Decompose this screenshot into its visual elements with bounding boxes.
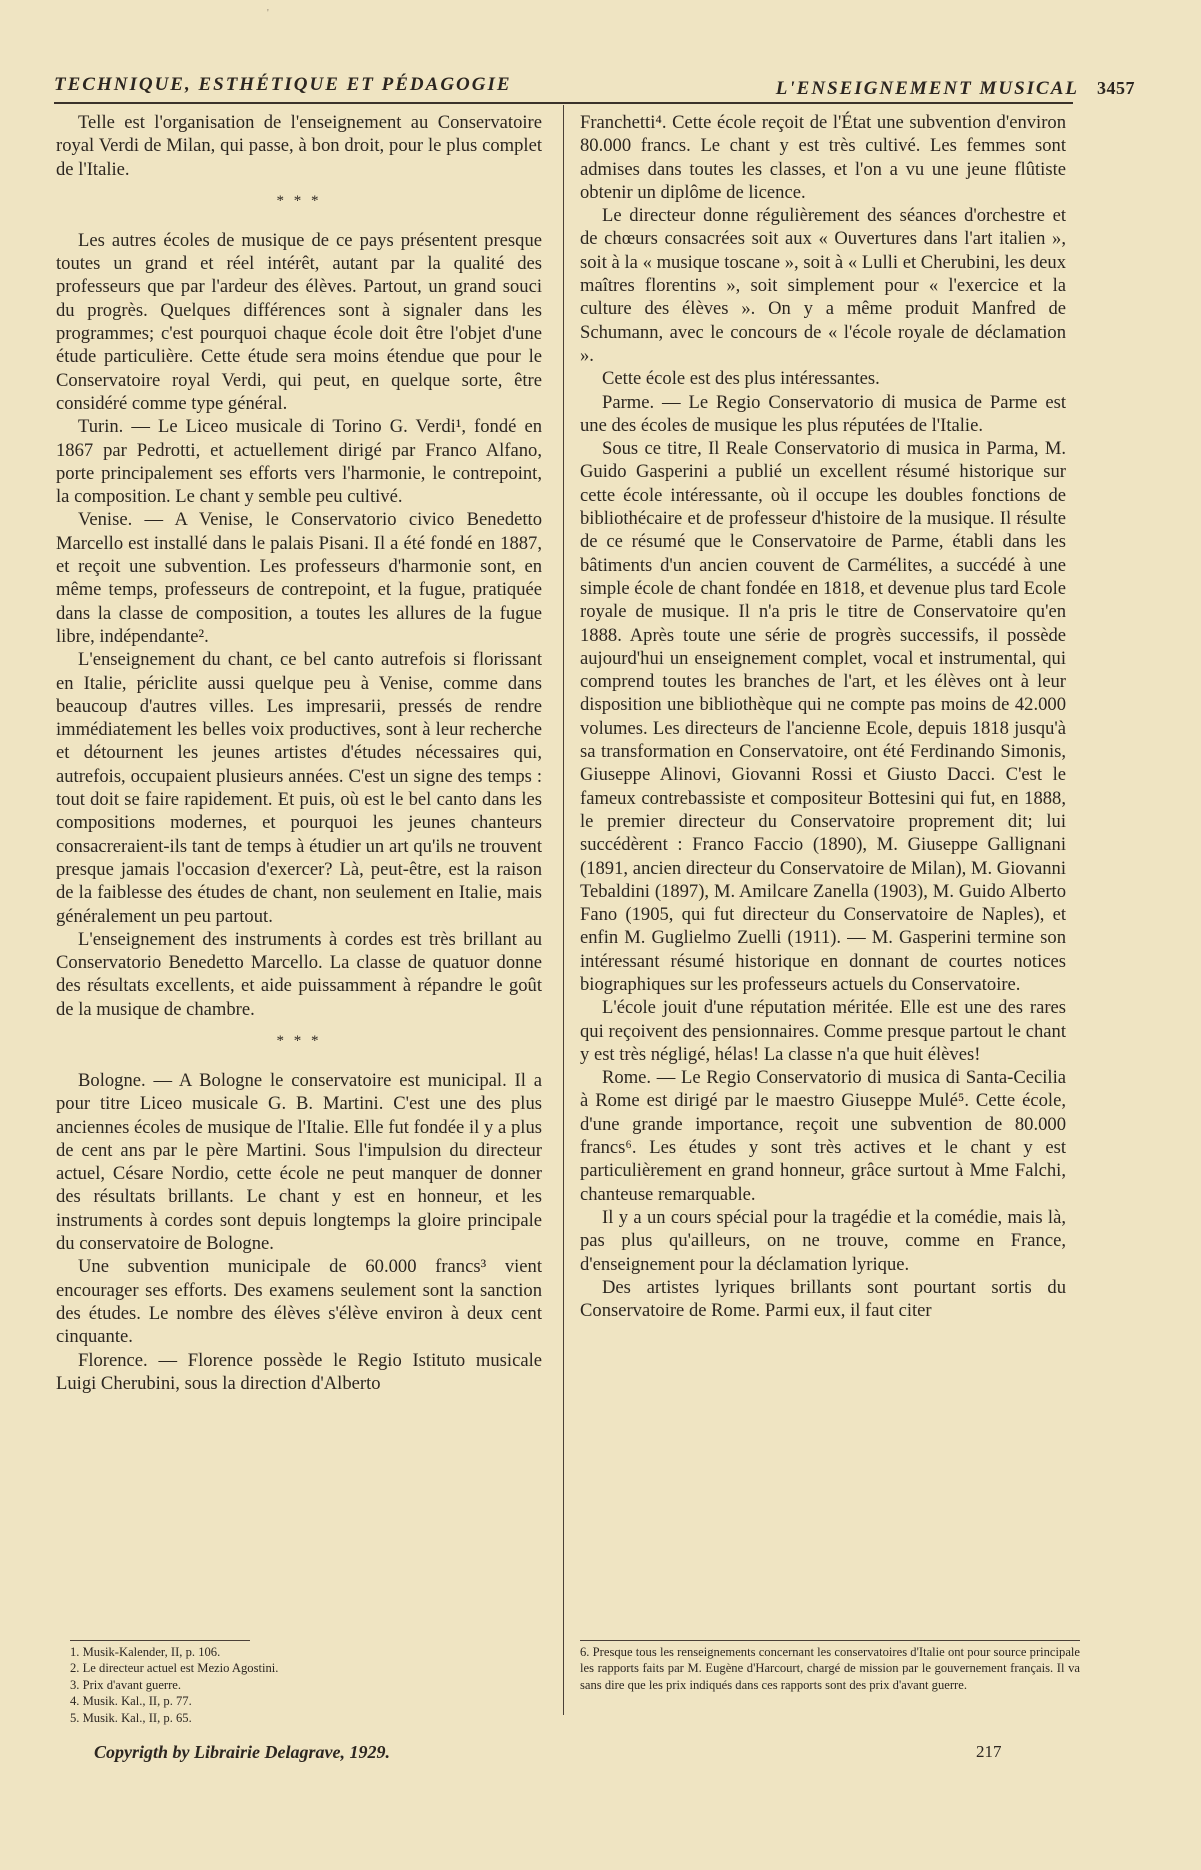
right-column (580, 111, 1066, 1322)
paragraph-florence: Florence. — Florence possède le Regio Istituto musicale Luigi Cherubini, sous la direction d'Alberto (56, 1349, 542, 1394)
copyright-footer: Copyrigth by Librairie Delagrave, 1929. (94, 1742, 390, 1762)
paragraph: Des artistes lyriques brillants sont pourtant sortis du Conservatoire de Rome. Parmi eux, il faut citer (580, 1276, 1066, 1322)
section-stars: * * * (276, 1032, 322, 1049)
paragraph-turin: Turin. — Le Liceo musicale di Torino G. Verdi¹, fondé en 1867 par Pedrotti, et actuellement dirigé par Franco Alfano, porte principalement ses efforts vers l'harmonie, le contrepoint, la composition. Le chant y semble peu cultivé. (56, 416, 542, 508)
paragraph-rome: Rome. — Le Regio Conservatorio di musica di Santa-Cecilia à Rome est dirigé par le maestro Giuseppe Mulé⁵. Cette école, d'une grande importance, reçoit une subvention de 80.000 francs⁶. Les études y sont très actives et le chant y est particulièrement en grand honneur, grâce surtout à Mme Falchi, chanteuse remarquable. (580, 1067, 1066, 1205)
paragraph: Franchetti⁴. Cette école reçoit de l'État une subvention d'environ 80.000 francs. Le chant y est très cultivé. Les femmes sont admises dans toutes les classes, et l'on a vu une jeune flûtiste obtenir un diplôme de licence. (580, 112, 1066, 203)
footnote: 3. Prix d'avant guerre. (70, 1677, 182, 1692)
section-stars: * * * (276, 192, 322, 209)
footnote: 5. Musik. Kal., II, p. 65. (70, 1710, 192, 1725)
column-divider (563, 105, 564, 1715)
paragraph: Sous ce titre, Il Reale Conservatorio di musica in Parma, M. Guido Gasperini a publié un excellent résumé historique sur cette école intéressante, où il occupe les doubles fonctions de bibliothécaire et de professeur d'histoire de la musique. Il résulte de ce résumé que le Conservatoire de Parme, établi dans les bâtiments d'un ancien couvent de Carmélites, a succédé à une simple école de chant fondée en 1818, et devenue plus tard Ecole royale de musique. Il n'a pris le titre de Conservatoire qu'en 1888. Après toute une série de progrès successifs, il possède aujourd'hui un enseignement complet, vocal et instrumental, qui comprend toutes les branches de l'art, et les élèves ont à leur disposition une bibliothèque qui ne compte pas moins de 42.000 volumes. Les directeurs de l'ancienne Ecole, depuis 1818 jusqu'à sa transformation en Conservatoire, ont été Ferdinando Simonis, Giuseppe Alinovi, Giovanni Rossi et Giusto Dacci. C'est le fameux contrebassiste et compositeur Bottesini qui fut, en 1888, le premier directeur du Conservatoire proprement dit; lui succédèrent : Franco Faccio (1890), M. Giuseppe Gallignani (1891, ancien directeur du Conservatoire de Milan), M. Giovanni Tebaldini (1897), M. Amilcare Zanella (1903), M. Guido Alberto Fano (1905, qui fut directeur du Conservatoire de Naples), et enfin M. Guglielmo Zuelli (1911). — M. Gasperini termine son intéressant résumé historique en donnant de courtes notices biographiques sur les professeurs actuels du Conservatoire. (580, 438, 1066, 995)
scan-speck: ' (267, 8, 269, 19)
paragraph: Le directeur donne régulièrement des séances d'orchestre et de chœurs consacrées soit aux « Ouvertures dans l'art italien », soit à la « musique toscane », soit à « Lulli et Cherubini, les deux maîtres florentins », soit simplement pour « l'exercice et la culture des élèves ». On y a même produit Manfred de Schumann, avec le concours de « l'école royale de déclamation ». (580, 205, 1066, 366)
paragraph-parme: Parme. — Le Regio Conservatorio di musica de Parme est une des écoles de musique les plus réputées de l'Italie. (580, 391, 1066, 436)
paragraph: L'enseignement du chant, ce bel canto autrefois si florissant en Italie, périclite aussi quelque peu à Venise, comme dans beaucoup d'autres villes. Les impresarii, pressés de rendre immédiatement les belles voix productives, sont à leur recherche et détournent les jeunes artistes d'études nécessaires qui, autrefois, occupaient plusieurs années. C'est un signe des temps : tout doit se faire rapidement. Et puis, où est le bel canto dans les compositions modernes, et pourquoi les jeunes chanteurs consacreraient-ils tant de temps à étudier un art qu'ils ne trouvent presque jamais l'occasion d'exercer? Là, peut-être, est la raison de la faiblesse des études de chant, non seulement en Italie, mais généralement un peu partout. (56, 649, 542, 927)
paragraph: L'école jouit d'une réputation méritée. Elle est une des rares qui reçoivent des pensionnaires. Comme presque partout le chant y est très négligé, hélas! La classe n'a que huit élèves! (580, 997, 1066, 1065)
footnote: 2. Le directeur actuel est Mezio Agostini. (70, 1661, 279, 1676)
paragraph: Il y a un cours spécial pour la tragédie et la comédie, mais là, pas plus qu'ailleurs, on ne trouve, comme en France, d'enseignement pour la déclamation lyrique. (580, 1206, 1066, 1275)
footnotes-right (580, 1640, 1080, 1693)
running-header (54, 72, 1135, 104)
header-page-number: 3457 (1097, 78, 1135, 98)
footnote: 4. Musik. Kal., II, p. 77. (70, 1694, 192, 1709)
paragraph: Telle est l'organisation de l'enseignement au Conservatoire royal Verdi de Milan, qui passe, à bon droit, pour le plus complet de l'Italie. (56, 112, 542, 180)
footer-page-number: 217 (976, 1742, 1002, 1761)
paragraph-venise: Venise. — A Venise, le Conservatorio civico Benedetto Marcello est installé dans le palais Pisani. Il a été fondé en 1887, et reçoit une subvention. Les professeurs d'harmonie sont, en même temps, professeurs de contrepoint, et la fugue, pratiquée dans la classe de composition, a toutes les allures de la fugue libre, indépendante². (56, 509, 542, 647)
footnote: 1. Musik-Kalender, II, p. 106. (70, 1645, 221, 1659)
left-column (56, 111, 542, 1395)
footnote: 6. Presque tous les renseignements concernant les conservatoires d'Italie ont pour source principale les rapports faits par M. Eugène d'Harcourt, chargé de mission par le gouvernement français. Il va sans dire que les prix indiqués dans ces rapports sont des prix d'avant guerre. (580, 1645, 1080, 1692)
paragraph: Une subvention municipale de 60.000 francs³ vient encourager ses efforts. Des examens seulement sont la sanction des études. Le nombre des élèves s'élève environ à deux cent cinquante. (56, 1256, 542, 1348)
header-left-title: TECHNIQUE, ESTHÉTIQUE ET PÉDAGOGIE (54, 74, 512, 95)
paragraph: L'enseignement des instruments à cordes est très brillant au Conservatorio Benedetto Marcello. La classe de quatuor donne des résultats excellents, et aide puissamment à répandre le goût de la musique de chambre. (56, 928, 542, 1020)
footnotes-left (70, 1640, 279, 1726)
header-right-title: L'ENSEIGNEMENT MUSICAL (775, 78, 1079, 99)
paragraph: Les autres écoles de musique de ce pays présentent presque toutes un grand et réel intérêt, autant par la qualité des professeurs que par l'ardeur des élèves. Partout, un grand souci du progrès. Quelques différences sont à signaler dans les programmes; c'est pourquoi chaque école doit être l'objet d'une étude particulière. Cette étude sera moins étendue que pour le Conservatoire royal Verdi, qui peut, en quelque sorte, être considéré comme type général. (56, 229, 542, 414)
paragraph-bologne: Bologne. — A Bologne le conservatoire est municipal. Il a pour titre Liceo musicale G. B. Martini. C'est une des plus anciennes écoles de musique de l'Italie. Elle fut fondée il y a plus de cent ans par le père Martini. Sous l'impulsion du directeur actuel, Césare Nordio, cette école ne peut manquer de donner des résultats brillants. Le chant y est en honneur, et les instruments à cordes sont depuis longtemps la gloire principale du conservatoire de Bologne. (56, 1069, 542, 1255)
paragraph: Cette école est des plus intéressantes. (602, 368, 880, 390)
